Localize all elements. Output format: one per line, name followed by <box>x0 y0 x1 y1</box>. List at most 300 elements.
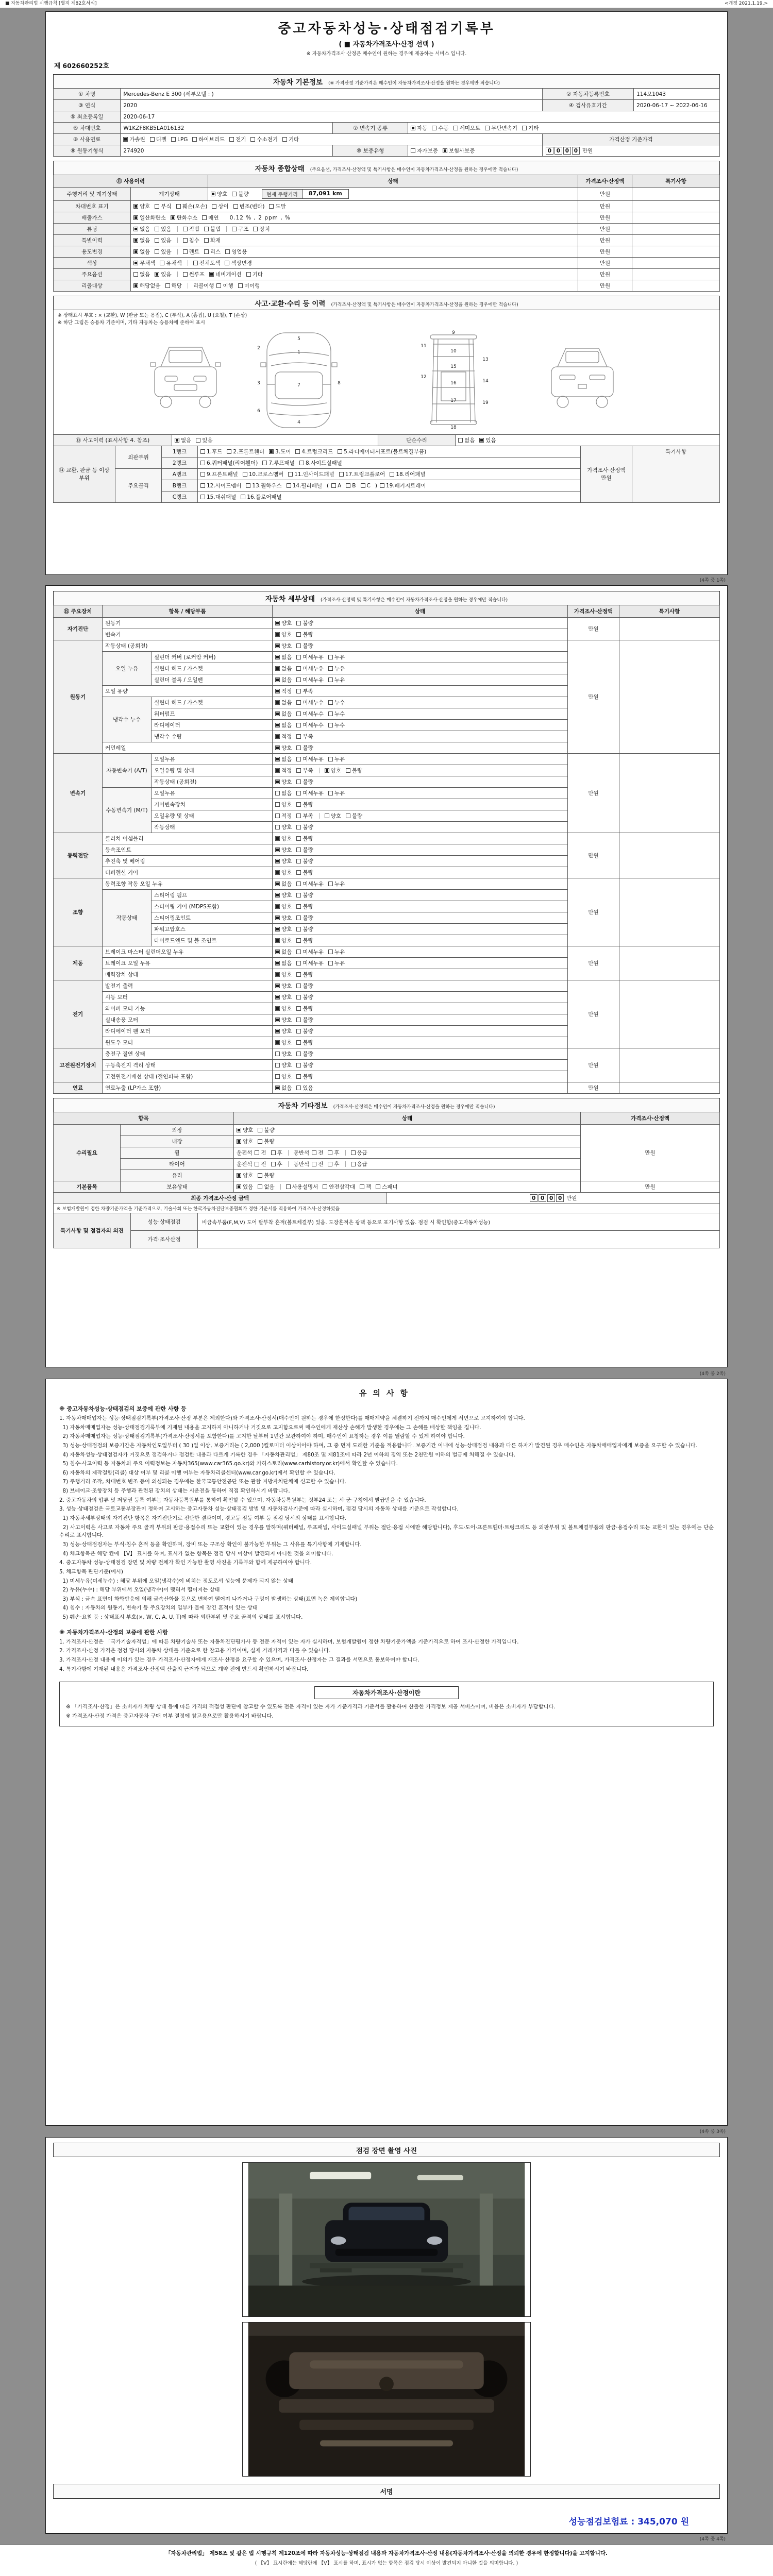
checkbox-option[interactable]: 미세누유 <box>296 755 324 763</box>
checkbox-option[interactable]: 없음 <box>175 436 191 444</box>
checkbox[interactable] <box>479 438 484 443</box>
checkbox[interactable] <box>275 1018 280 1022</box>
checkbox-option[interactable]: 14.필러패널 <box>287 482 322 489</box>
checkbox-option[interactable]: 부족 <box>296 812 313 820</box>
checkbox-option[interactable]: 있음 <box>155 248 171 256</box>
checkbox-option[interactable]: 불량 <box>346 812 362 820</box>
checkbox[interactable] <box>296 734 301 739</box>
checkbox-option[interactable]: 후 <box>271 1149 282 1157</box>
checkbox[interactable] <box>275 882 280 886</box>
checkbox-option[interactable]: 잭 <box>360 1183 371 1191</box>
checkbox-option[interactable]: 없음 <box>275 699 292 706</box>
checkbox-option[interactable]: 불량 <box>296 619 313 627</box>
checkbox-option[interactable]: 양호 <box>275 1073 292 1080</box>
checkbox[interactable] <box>275 734 280 739</box>
checkbox-option[interactable]: 5.라디에이터서포트(볼트체결부품) <box>338 448 426 455</box>
checkbox-option[interactable]: 렌트 <box>183 248 199 256</box>
checkbox[interactable] <box>232 192 237 196</box>
checkbox[interactable] <box>296 1018 301 1022</box>
checkbox[interactable] <box>296 1029 301 1033</box>
checkbox[interactable] <box>155 238 159 243</box>
checkbox[interactable] <box>155 204 159 209</box>
checkbox[interactable] <box>361 483 365 488</box>
checkbox[interactable] <box>296 768 301 773</box>
checkbox-option[interactable]: 불량 <box>296 778 313 786</box>
checkbox-option[interactable]: 없음 <box>275 789 292 797</box>
checkbox[interactable] <box>275 848 280 852</box>
checkbox-option[interactable]: 해당 <box>165 282 182 290</box>
checkbox-option[interactable]: 불량 <box>296 914 313 922</box>
checkbox-option[interactable]: 침수 <box>183 236 199 244</box>
checkbox[interactable] <box>133 261 138 265</box>
checkbox-option[interactable]: 양호 <box>133 202 150 210</box>
checkbox[interactable] <box>360 1184 364 1189</box>
checkbox[interactable] <box>225 249 230 254</box>
checkbox[interactable] <box>233 204 238 209</box>
checkbox[interactable] <box>192 137 197 142</box>
checkbox-option[interactable]: 응급 <box>351 1149 367 1157</box>
checkbox-option[interactable]: 훼손(오손) <box>176 202 208 210</box>
checkbox-option[interactable]: 7.루프패널 <box>262 459 295 467</box>
checkbox[interactable] <box>346 483 350 488</box>
checkbox-option[interactable]: 구조 <box>232 225 248 233</box>
checkbox-option[interactable]: 13.휠하우스 <box>246 482 281 489</box>
checkbox[interactable] <box>204 238 209 243</box>
checkbox-option[interactable]: 양호 <box>275 857 292 865</box>
checkbox-option[interactable]: 자동 <box>411 124 427 132</box>
checkbox-option[interactable]: 불량 <box>346 767 362 774</box>
checkbox[interactable] <box>346 768 350 773</box>
checkbox-option[interactable]: 양호 <box>237 1138 253 1145</box>
checkbox-option[interactable]: 없음 <box>275 665 292 672</box>
checkbox-option[interactable]: 누유 <box>328 665 345 672</box>
checkbox-option[interactable]: 없음 <box>275 710 292 718</box>
checkbox-option[interactable]: 양호 <box>275 631 292 638</box>
checkbox-option[interactable]: 없음 <box>275 948 292 956</box>
checkbox[interactable] <box>328 1150 332 1155</box>
checkbox-option[interactable]: 양호 <box>275 1005 292 1012</box>
checkbox[interactable] <box>296 802 301 807</box>
checkbox-option[interactable]: 있음 <box>196 436 212 444</box>
checkbox-option[interactable]: 4.트렁크리드 <box>295 448 333 455</box>
checkbox[interactable] <box>296 972 301 977</box>
checkbox-option[interactable]: 15.대쉬패널 <box>200 493 236 501</box>
checkbox[interactable] <box>232 227 237 231</box>
checkbox-option[interactable]: 적정 <box>275 812 292 820</box>
checkbox-option[interactable]: 썬루프 <box>183 270 205 278</box>
checkbox-option[interactable]: B <box>346 483 356 489</box>
checkbox[interactable] <box>200 461 205 465</box>
checkbox-option[interactable]: 양호 <box>275 1061 292 1069</box>
checkbox-option[interactable]: 화재 <box>204 236 221 244</box>
checkbox[interactable] <box>275 779 280 784</box>
checkbox-option[interactable]: 불량 <box>296 925 313 933</box>
checkbox[interactable] <box>296 995 301 999</box>
checkbox-option[interactable]: 수동 <box>432 124 448 132</box>
checkbox-option[interactable]: A <box>331 483 341 489</box>
checkbox-option[interactable]: 보험사보증 <box>443 147 475 155</box>
checkbox[interactable] <box>288 472 293 477</box>
checkbox-option[interactable]: 없음 <box>458 436 475 444</box>
checkbox-option[interactable]: 2.프론트휀더 <box>227 448 264 455</box>
checkbox[interactable] <box>275 1063 280 1067</box>
checkbox-option[interactable]: 있음 <box>155 225 171 233</box>
checkbox-option[interactable]: 양호 <box>237 1172 253 1179</box>
checkbox-option[interactable]: 불량 <box>296 1005 313 1012</box>
checkbox-option[interactable]: 있음 <box>155 236 171 244</box>
checkbox-option[interactable]: 양호 <box>275 1027 292 1035</box>
checkbox[interactable] <box>312 1162 316 1166</box>
checkbox-option[interactable]: 17.트렁크플로어 <box>339 470 385 478</box>
checkbox[interactable] <box>296 643 301 648</box>
checkbox[interactable] <box>269 204 274 209</box>
checkbox[interactable] <box>296 621 301 625</box>
checkbox[interactable] <box>133 238 138 243</box>
checkbox-option[interactable]: 도말 <box>269 202 285 210</box>
checkbox[interactable] <box>296 700 301 705</box>
checkbox-option[interactable]: 불량 <box>296 993 313 1001</box>
checkbox[interactable] <box>246 272 251 277</box>
checkbox-option[interactable]: 양호 <box>275 903 292 910</box>
checkbox-option[interactable]: 불량 <box>296 1039 313 1046</box>
checkbox[interactable] <box>485 126 490 130</box>
checkbox-option[interactable]: 불량 <box>296 857 313 865</box>
checkbox[interactable] <box>411 148 415 153</box>
checkbox-option[interactable]: 무채색 <box>133 259 155 267</box>
checkbox-option[interactable]: 기타 <box>522 124 539 132</box>
checkbox[interactable] <box>275 984 280 988</box>
checkbox[interactable] <box>133 204 138 209</box>
checkbox-option[interactable]: 리스 <box>204 248 221 256</box>
checkbox[interactable] <box>262 461 267 465</box>
checkbox-option[interactable]: 불량 <box>296 1027 313 1035</box>
checkbox[interactable] <box>296 791 301 795</box>
checkbox-option[interactable]: 적정 <box>275 733 292 740</box>
checkbox[interactable] <box>160 261 164 265</box>
checkbox[interactable] <box>275 859 280 863</box>
checkbox-option[interactable]: 양호 <box>275 891 292 899</box>
checkbox[interactable] <box>258 1173 262 1178</box>
checkbox-option[interactable]: 부족 <box>296 733 313 740</box>
checkbox[interactable] <box>339 472 344 477</box>
checkbox[interactable] <box>183 249 188 254</box>
checkbox[interactable] <box>296 961 301 965</box>
checkbox[interactable] <box>299 461 304 465</box>
checkbox-option[interactable]: 후 <box>328 1149 339 1157</box>
checkbox-option[interactable]: 불량 <box>296 903 313 910</box>
checkbox[interactable] <box>325 768 329 773</box>
checkbox-option[interactable]: 미세누유 <box>296 959 324 967</box>
checkbox[interactable] <box>275 836 280 841</box>
checkbox[interactable] <box>253 227 258 231</box>
checkbox[interactable] <box>275 995 280 999</box>
checkbox[interactable] <box>275 689 280 693</box>
checkbox[interactable] <box>176 204 181 209</box>
checkbox[interactable] <box>275 711 280 716</box>
checkbox[interactable] <box>237 1173 241 1178</box>
checkbox[interactable] <box>275 1086 280 1090</box>
checkbox-option[interactable]: 미세누유 <box>296 948 324 956</box>
checkbox[interactable] <box>275 632 280 637</box>
checkbox[interactable] <box>250 137 255 142</box>
checkbox[interactable] <box>275 723 280 727</box>
checkbox-option[interactable]: 양호 <box>275 744 292 752</box>
checkbox-option[interactable]: 전기 <box>229 135 246 143</box>
checkbox[interactable] <box>328 655 333 659</box>
checkbox-option[interactable]: 불량 <box>296 846 313 854</box>
checkbox-option[interactable]: 없음 <box>275 959 292 967</box>
checkbox-option[interactable]: 후 <box>328 1160 339 1168</box>
checkbox-option[interactable]: 사용설명서 <box>286 1183 318 1191</box>
checkbox-option[interactable]: 가솔린 <box>123 135 145 143</box>
checkbox-option[interactable]: 누유 <box>328 653 345 661</box>
checkbox-option[interactable]: 누수 <box>328 699 345 706</box>
checkbox-option[interactable]: 없음 <box>275 721 292 729</box>
checkbox-option[interactable]: 불량 <box>296 869 313 876</box>
checkbox-option[interactable]: 있음 <box>296 1084 313 1092</box>
checkbox[interactable] <box>296 836 301 841</box>
checkbox-option[interactable]: 상이 <box>212 202 228 210</box>
checkbox[interactable] <box>328 711 333 716</box>
checkbox[interactable] <box>296 859 301 863</box>
checkbox[interactable] <box>175 438 179 443</box>
checkbox[interactable] <box>287 483 291 488</box>
checkbox[interactable] <box>296 825 301 829</box>
checkbox-option[interactable]: 무단변속기 <box>485 124 517 132</box>
checkbox-option[interactable]: 누유 <box>328 959 345 967</box>
checkbox[interactable] <box>522 126 527 130</box>
checkbox-option[interactable]: 8.사이드실패널 <box>299 459 342 467</box>
checkbox-option[interactable]: 양호 <box>275 835 292 842</box>
checkbox-option[interactable]: 미세누유 <box>296 880 324 888</box>
checkbox-option[interactable]: 기타 <box>282 135 299 143</box>
checkbox[interactable] <box>328 666 333 671</box>
checkbox-option[interactable]: 불량 <box>296 835 313 842</box>
checkbox-option[interactable]: 18.리어패널 <box>390 470 425 478</box>
checkbox[interactable] <box>200 472 205 477</box>
checkbox[interactable] <box>296 632 301 637</box>
checkbox[interactable] <box>296 882 301 886</box>
checkbox-option[interactable]: 변조(변타) <box>233 202 265 210</box>
checkbox-option[interactable]: 있음 <box>237 1183 253 1191</box>
checkbox[interactable] <box>328 950 333 954</box>
checkbox[interactable] <box>133 215 138 220</box>
checkbox-option[interactable]: 불량 <box>296 1050 313 1058</box>
checkbox-option[interactable]: 없음 <box>133 236 150 244</box>
checkbox-option[interactable]: 16.플로어패널 <box>241 493 281 501</box>
checkbox[interactable] <box>328 961 333 965</box>
checkbox[interactable] <box>275 655 280 659</box>
checkbox-option[interactable]: 있음 <box>479 436 496 444</box>
checkbox-option[interactable]: 세미오토 <box>453 124 481 132</box>
checkbox[interactable] <box>328 677 333 682</box>
checkbox-option[interactable]: 미세누유 <box>296 789 324 797</box>
checkbox[interactable] <box>229 137 234 142</box>
checkbox[interactable] <box>171 215 175 220</box>
checkbox-option[interactable]: 영업용 <box>225 248 247 256</box>
checkbox[interactable] <box>296 1086 301 1090</box>
checkbox[interactable] <box>296 984 301 988</box>
checkbox[interactable] <box>296 1040 301 1045</box>
checkbox-option[interactable]: 적법 <box>183 225 199 233</box>
checkbox-option[interactable]: 자가보증 <box>411 147 438 155</box>
checkbox-option[interactable]: 1.후드 <box>200 448 222 455</box>
checkbox[interactable] <box>351 1150 356 1155</box>
checkbox[interactable] <box>237 1139 241 1144</box>
checkbox[interactable] <box>246 483 250 488</box>
checkbox-option[interactable]: 누수 <box>328 710 345 718</box>
checkbox-option[interactable]: 양호 <box>275 1050 292 1058</box>
checkbox[interactable] <box>183 272 188 277</box>
checkbox-option[interactable]: 미세누수 <box>296 721 324 729</box>
checkbox[interactable] <box>296 814 301 818</box>
checkbox[interactable] <box>275 745 280 750</box>
checkbox[interactable] <box>295 449 300 454</box>
checkbox[interactable] <box>328 791 333 795</box>
checkbox-option[interactable]: 불량 <box>296 801 313 808</box>
checkbox-option[interactable]: 후 <box>271 1160 282 1168</box>
checkbox[interactable] <box>296 745 301 750</box>
checkbox-option[interactable]: 양호 <box>275 914 292 922</box>
checkbox[interactable] <box>133 249 138 254</box>
checkbox[interactable] <box>271 1162 276 1166</box>
checkbox-option[interactable]: 누유 <box>328 676 345 684</box>
checkbox[interactable] <box>296 916 301 920</box>
checkbox-option[interactable]: 불량 <box>258 1126 274 1134</box>
checkbox[interactable] <box>275 916 280 920</box>
checkbox[interactable] <box>216 283 221 288</box>
checkbox-option[interactable]: 매연 <box>202 214 219 222</box>
checkbox-option[interactable]: 양호 <box>275 982 292 990</box>
checkbox[interactable] <box>269 449 274 454</box>
checkbox[interactable] <box>211 192 215 196</box>
checkbox[interactable] <box>200 483 205 488</box>
checkbox[interactable] <box>338 449 342 454</box>
checkbox[interactable] <box>296 779 301 784</box>
checkbox-option[interactable]: 양호 <box>275 619 292 627</box>
checkbox-option[interactable]: 일산화탄소 <box>133 214 166 222</box>
checkbox[interactable] <box>275 621 280 625</box>
checkbox-option[interactable]: LPG <box>171 137 188 143</box>
checkbox[interactable] <box>209 272 214 277</box>
checkbox-option[interactable]: 불량 <box>296 1061 313 1069</box>
checkbox-option[interactable]: 불법 <box>204 225 221 233</box>
checkbox-option[interactable]: 불량 <box>258 1138 274 1145</box>
checkbox[interactable] <box>275 904 280 909</box>
checkbox-option[interactable]: 양호 <box>325 812 341 820</box>
checkbox[interactable] <box>275 1074 280 1079</box>
checkbox[interactable] <box>328 757 333 761</box>
checkbox-option[interactable]: 누유 <box>328 948 345 956</box>
checkbox[interactable] <box>275 791 280 795</box>
checkbox[interactable] <box>200 495 205 499</box>
checkbox[interactable] <box>275 802 280 807</box>
checkbox-option[interactable]: 탄화수소 <box>171 214 198 222</box>
checkbox[interactable] <box>275 927 280 931</box>
checkbox-option[interactable]: 부족 <box>296 687 313 695</box>
checkbox[interactable] <box>323 1184 327 1189</box>
checkbox-option[interactable]: 양호 <box>275 971 292 978</box>
checkbox[interactable] <box>237 1184 241 1189</box>
checkbox[interactable] <box>165 283 170 288</box>
checkbox[interactable] <box>411 126 415 130</box>
checkbox[interactable] <box>225 261 229 265</box>
checkbox-option[interactable]: 네비게이션 <box>209 270 242 278</box>
checkbox[interactable] <box>296 711 301 716</box>
checkbox-option[interactable]: 기타 <box>246 270 263 278</box>
checkbox-option[interactable]: 양호 <box>275 993 292 1001</box>
checkbox[interactable] <box>458 438 463 443</box>
checkbox-option[interactable]: 10.크로스멤버 <box>243 470 283 478</box>
checkbox-option[interactable]: 미세누수 <box>296 710 324 718</box>
checkbox[interactable] <box>155 227 159 231</box>
checkbox-option[interactable]: 미이행 <box>238 282 260 290</box>
checkbox-option[interactable]: 양호 <box>275 846 292 854</box>
checkbox[interactable] <box>275 893 280 897</box>
checkbox-option[interactable]: 하이브리드 <box>192 135 225 143</box>
checkbox-option[interactable]: 유채색 <box>160 259 181 267</box>
checkbox[interactable] <box>296 893 301 897</box>
checkbox[interactable] <box>227 449 231 454</box>
checkbox[interactable] <box>296 757 301 761</box>
checkbox[interactable] <box>155 272 159 277</box>
checkbox[interactable] <box>271 1150 276 1155</box>
checkbox[interactable] <box>255 1162 259 1166</box>
checkbox-option[interactable]: 12.사이드멤버 <box>200 482 241 489</box>
checkbox[interactable] <box>258 1139 262 1144</box>
checkbox-option[interactable]: 불량 <box>296 937 313 944</box>
checkbox-option[interactable]: 없음 <box>275 676 292 684</box>
checkbox[interactable] <box>275 1006 280 1011</box>
checkbox-option[interactable]: 양호 <box>275 925 292 933</box>
checkbox-option[interactable]: 해당없음 <box>133 282 161 290</box>
checkbox-option[interactable]: 누유 <box>328 880 345 888</box>
checkbox[interactable] <box>243 472 247 477</box>
checkbox-option[interactable]: 불량 <box>296 642 313 650</box>
checkbox[interactable] <box>238 283 243 288</box>
checkbox[interactable] <box>325 814 329 818</box>
checkbox-option[interactable]: 전체도색 <box>193 259 221 267</box>
checkbox[interactable] <box>275 870 280 875</box>
checkbox-option[interactable]: 누유 <box>328 755 345 763</box>
checkbox-option[interactable]: 불량 <box>296 891 313 899</box>
checkbox[interactable] <box>275 950 280 954</box>
checkbox[interactable] <box>376 1184 380 1189</box>
checkbox[interactable] <box>296 938 301 943</box>
checkbox-option[interactable]: 불량 <box>258 1172 274 1179</box>
checkbox-option[interactable]: 있음 <box>155 270 171 278</box>
checkbox-option[interactable]: 누수 <box>328 721 345 729</box>
checkbox[interactable] <box>380 483 384 488</box>
checkbox[interactable] <box>328 700 333 705</box>
checkbox-option[interactable]: 부식 <box>155 202 171 210</box>
checkbox[interactable] <box>275 938 280 943</box>
checkbox[interactable] <box>204 227 209 231</box>
checkbox[interactable] <box>432 126 436 130</box>
checkbox[interactable] <box>275 643 280 648</box>
checkbox[interactable] <box>275 768 280 773</box>
checkbox-option[interactable]: 양호 <box>275 937 292 944</box>
checkbox-option[interactable]: 전 <box>255 1160 266 1168</box>
checkbox-option[interactable]: 없음 <box>133 248 150 256</box>
checkbox[interactable] <box>328 723 333 727</box>
checkbox-option[interactable]: 부족 <box>296 767 313 774</box>
checkbox[interactable] <box>204 249 209 254</box>
checkbox-option[interactable]: 양호 <box>275 642 292 650</box>
checkbox-option[interactable]: 양호 <box>275 1016 292 1024</box>
checkbox-option[interactable]: 양호 <box>275 1039 292 1046</box>
checkbox[interactable] <box>296 723 301 727</box>
